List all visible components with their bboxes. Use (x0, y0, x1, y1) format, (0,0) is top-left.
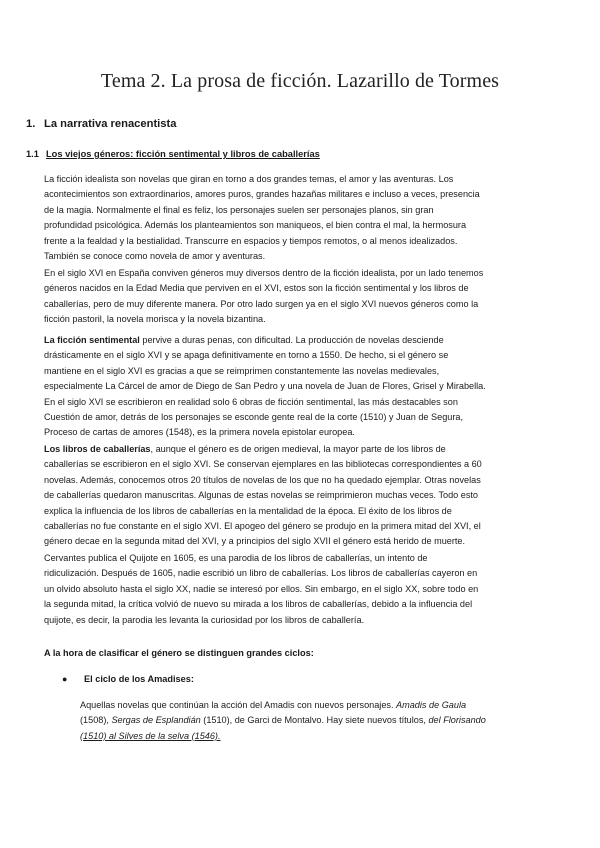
section-number: 1. (26, 118, 36, 130)
line: (1508), (80, 715, 112, 726)
line: novelas. Además, conocemos otros 20 títulos de novelas de los que no ha quedado ejemplar. Otras novelas (44, 474, 481, 485)
paragraph-cervantes-quijote (44, 551, 574, 628)
line: de la magia. Normalmente el final es feliz, los personajes suelen ser personajes planos, sin gran (44, 204, 434, 215)
line: profundidad psicológica. Además los planteamientos son maniqueos, el bien contra el mal, la hermosura (44, 220, 467, 231)
line: especialmente La Cárcel de amor de Diego de San Pedro y una novela de Juan de Flores, Grisel y Mirabella. (44, 381, 486, 392)
classification-lead: A la hora de clasificar el género se distinguen grandes ciclos: (44, 648, 314, 658)
paragraph-amadises (80, 698, 580, 744)
bold-term: La ficción sentimental (44, 335, 140, 345)
subsection-heading-1-1 (26, 149, 320, 159)
line: género decae en la segunda mitad del XVI, y a principios del siglo XVII el género está herido de muerte. (44, 536, 466, 547)
paragraph-ficcion-idealista (44, 172, 574, 264)
line: quijote, es decir, la parodia les levanta la curiosidad por los libros de caballería. (44, 614, 365, 625)
line: Cuestión de amor, detrás de los personajes se esconde gente real de la corte (1510) y Juan de Segura, (44, 412, 463, 423)
line: caballerías se escribieron en el siglo XVI. Se conservan ejemplares en las bibliotecas correspondientes a 60 (44, 459, 482, 470)
subsection-label: Los viejos géneros: ficción sentimental y libros de caballerías (46, 149, 320, 159)
line: un olvido absoluto hasta el siglo XX, nadie se interesó por ellos. Sin embargo, en el siglo XX, sobre todo en (44, 583, 479, 594)
section-heading-1 (26, 118, 176, 130)
line: drásticamente en el siglo XVI y se apaga definitivamente en torno a 1550. De hecho, si el género se (44, 350, 449, 361)
book-title: (1510) al Silves de la selva (1546). (80, 730, 221, 741)
paragraph-libros-caballerias (44, 442, 574, 550)
line: ridiculización. Después de 1605, nadie escribió un libro de caballerías. Los libros de caballerías cayeron en (44, 568, 478, 579)
line: acontecimientos son extraordinarios, amores puros, grandes hazañas militares e incluso a veces, presencia (44, 189, 480, 200)
bullet-ciclo-amadises (62, 674, 194, 684)
line: géneros nacidos en la Edad Media que perviven en el XVI, estos son la ficción sentimental y los libros de (44, 283, 469, 294)
paragraph-ficcion-sentimental (44, 333, 574, 441)
line: frente a la fealdad y la bestialidad. Transcurre en espacios y tiempos remotos, o al menos idealizados. (44, 235, 458, 246)
line: En el siglo XVI se escribieron en realidad solo 6 obras de ficción sentimental, las más destacables son (44, 396, 458, 407)
book-title: Sergas de Esplandián (111, 715, 201, 726)
section-label: La narrativa renacentista (44, 118, 177, 130)
line: Aquellas novelas que continúan la acción del Amadis con nuevos personajes. (80, 700, 397, 710)
line: pervive a duras penas, con dificultad. La producción de novelas desciende (139, 335, 444, 345)
page-title: Tema 2. La prosa de ficción. Lazarillo de Tormes (100, 70, 500, 92)
bullet-label: El ciclo de los Amadises: (84, 674, 194, 684)
line: ficción pastoril, la novela morisca y la novela bizantina. (44, 314, 266, 325)
line: La ficción idealista son novelas que giran en torno a dos grandes temas, el amor y las aventuras. Los (44, 174, 454, 184)
line: En el siglo XVI en España conviven géneros muy diversos dentro de la ficción idealista, por un lado tenemos (44, 268, 484, 278)
line: explica la influencia de los libros de caballerías en la mentalidad de la época. El éxito de los libros de (44, 505, 452, 516)
line: También se conoce como novela de amor y aventuras. (44, 251, 266, 262)
subsection-number: 1.1 (26, 149, 39, 159)
line: Cervantes publica el Quijote en 1605, es una parodia de los libros de caballerías, un intento de (44, 553, 428, 563)
book-title: Amadis de Gaula (396, 700, 467, 710)
book-title: del Florisando (428, 715, 486, 726)
line: Proceso de cartas de amores (1548), es la primera novela epistolar europea. (44, 427, 355, 438)
line: , aunque el género es de origen medieval, la mayor parte de los libros de (150, 444, 446, 454)
paragraph-siglo-xvi (44, 266, 574, 328)
line: la segunda mitad, la crítica volvió de nuevo su mirada a los libros de caballerías, debido a la influencia del (44, 599, 473, 610)
line: (1510), de Garci de Montalvo. Hay siete nuevos títulos, (200, 715, 429, 726)
line: de caballerías quedaron manuscritas. Algunas de estas novelas se reimprimieron muchas veces. Todo esto (44, 490, 479, 501)
line: mantiene en el siglo XVI es gracias a que se reimprimen constantemente las novelas medievales, (44, 365, 440, 376)
line: caballerías no fue constante en el siglo XVI. El apogeo del género se produjo en la primera mitad del XVI, el (44, 521, 481, 532)
bullet-dot-icon: ● (62, 674, 68, 684)
bold-term: Los libros de caballerías (44, 444, 151, 454)
line: caballerías, pero de muy diferente manera. Por otro lado surgen ya en el siglo XVI nuevos géneros como la (44, 298, 479, 309)
